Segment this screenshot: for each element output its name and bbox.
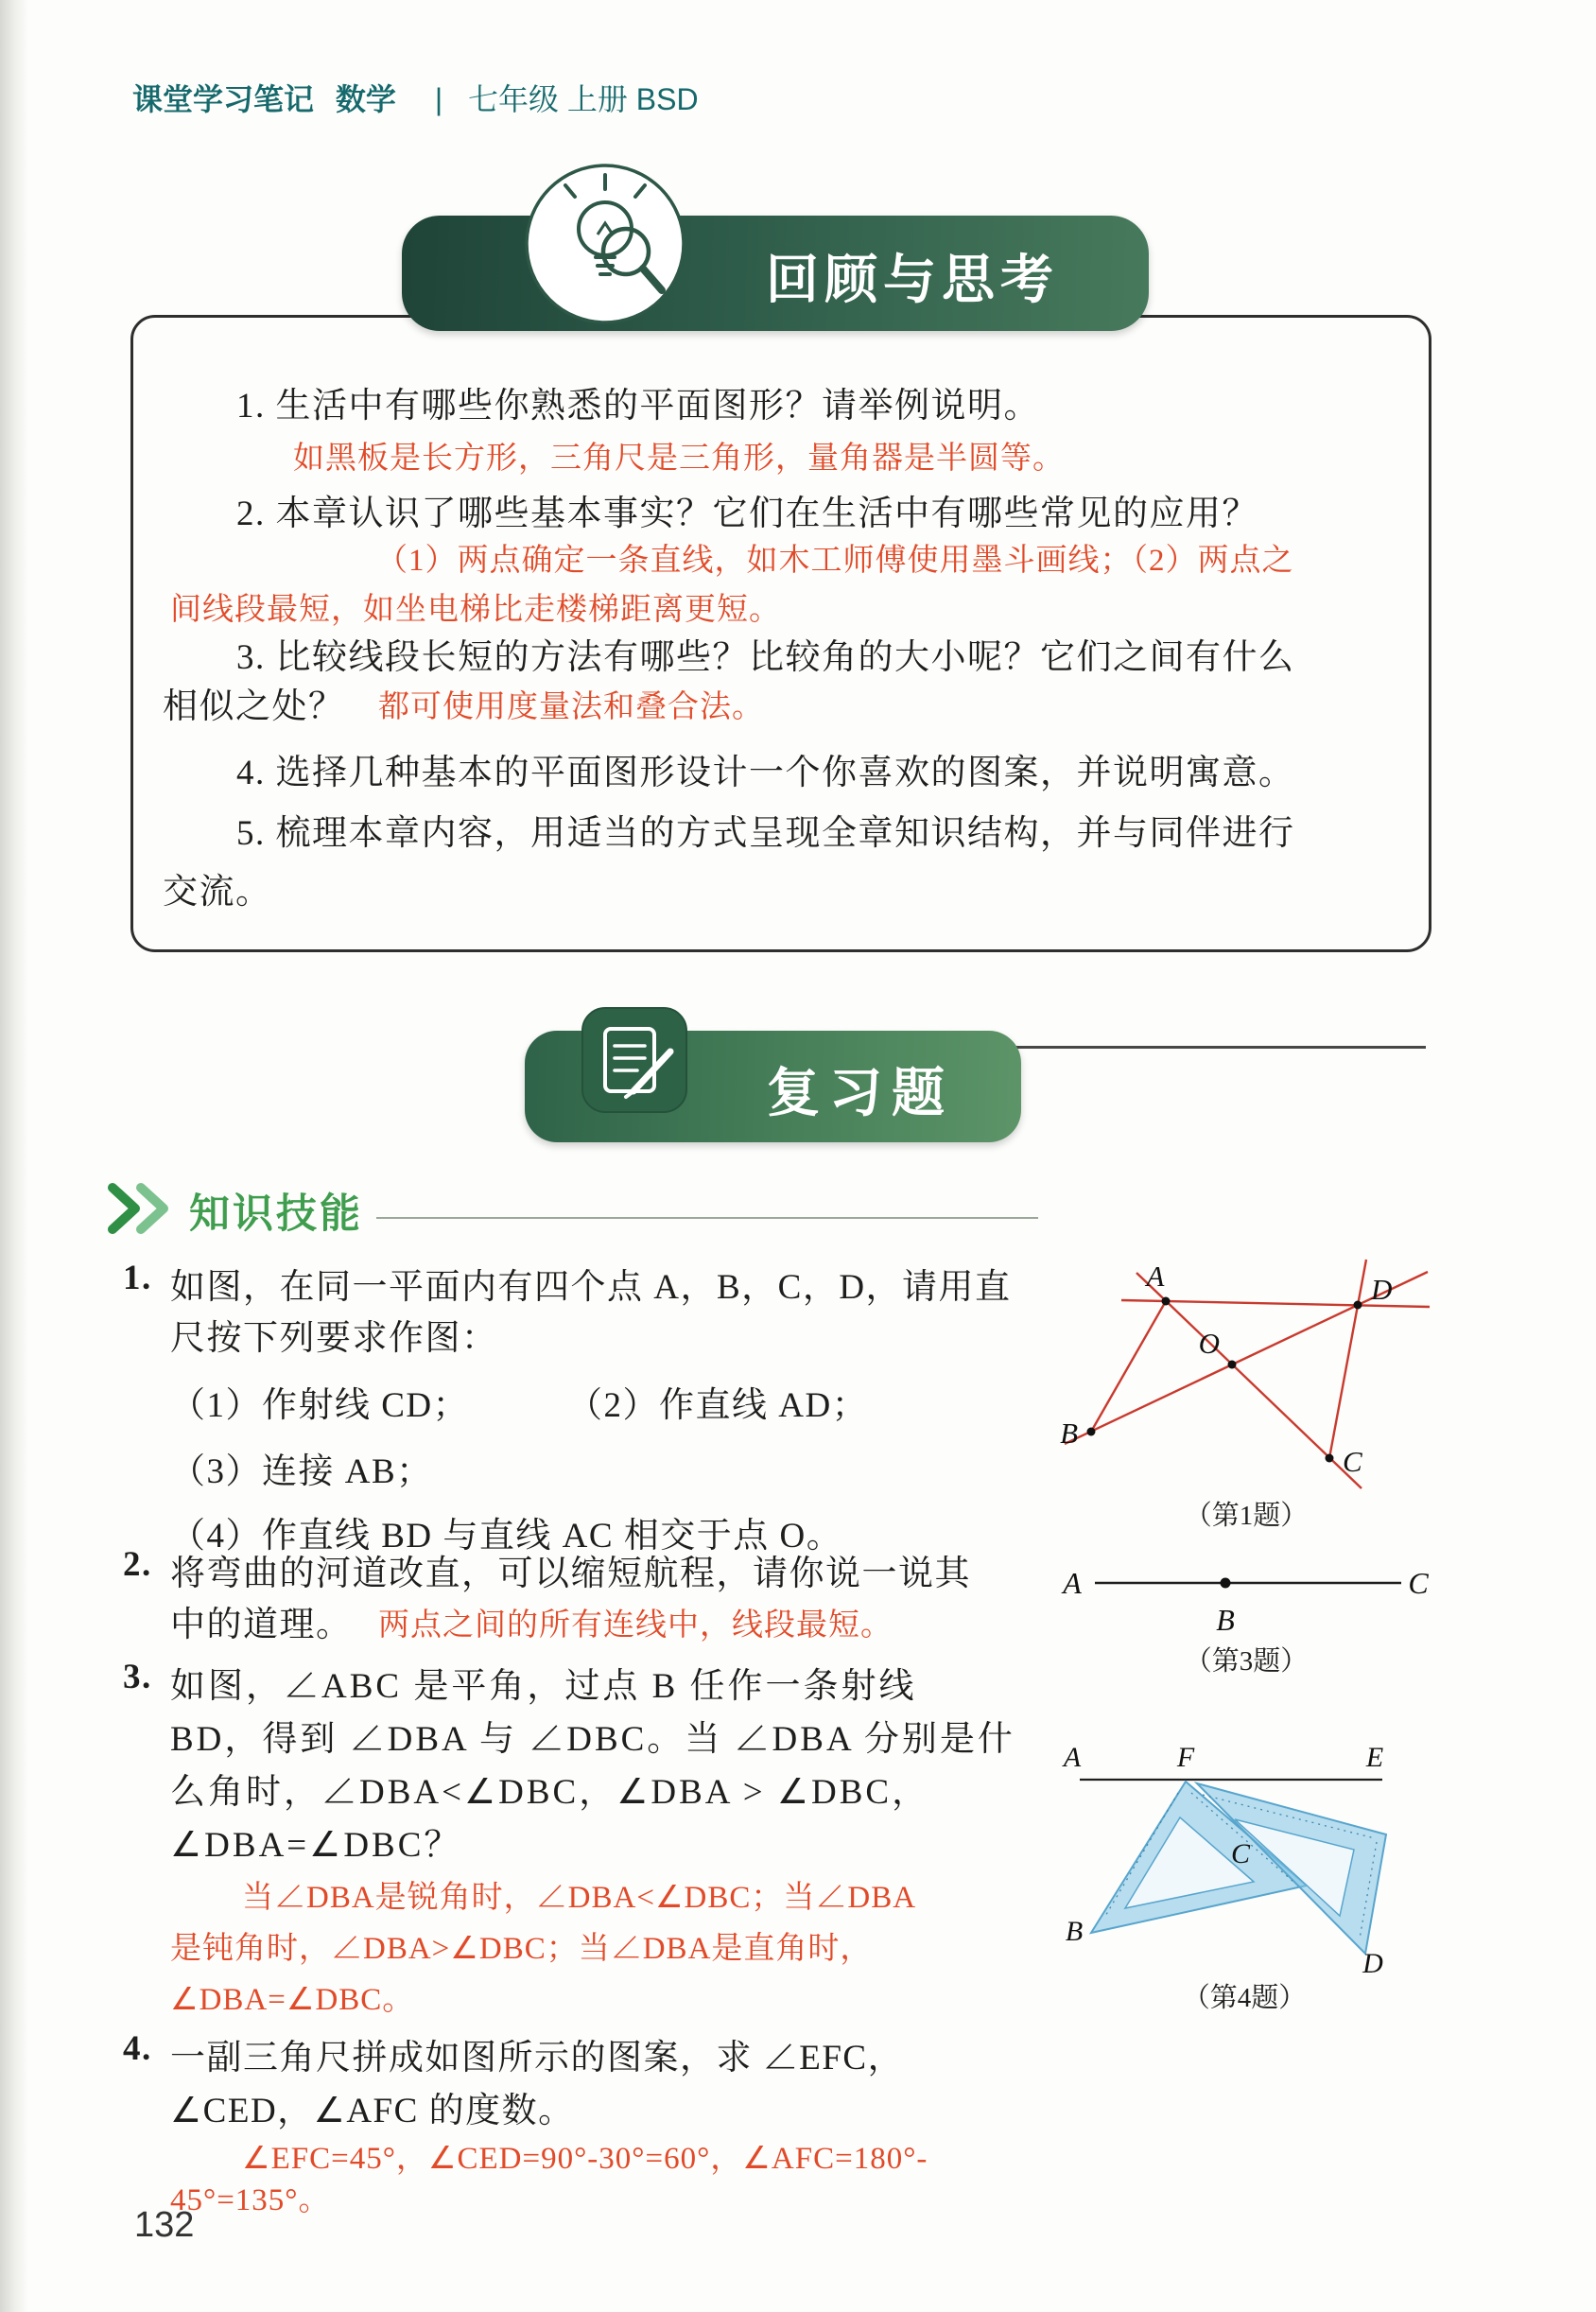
review-question-5-line2: 交流。	[163, 873, 272, 912]
problem1-line2: 尺按下列要求作图：	[170, 1319, 498, 1358]
fig4-label-e: E	[1365, 1742, 1384, 1773]
fig1-label-d: D	[1371, 1273, 1393, 1306]
question-number: 3.	[236, 638, 266, 677]
fig4-label-c: C	[1230, 1838, 1251, 1869]
problem3-number: 3.	[123, 1658, 152, 1696]
problem2-line2: 中的道理。	[170, 1606, 353, 1644]
section-title: 知识技能	[189, 1191, 363, 1237]
question-number: 2.	[236, 495, 266, 533]
fig4-label-a: A	[1063, 1742, 1082, 1773]
handwritten-answer-2-line1: （1）两点确定一条直线，如木工师傅使用墨斗画线；（2）两点之	[376, 544, 1294, 578]
handwritten-answer-p4-line2: 45°=135°。	[170, 2183, 331, 2217]
question-text: 生活中有哪些你熟悉的平面图形？请举例说明。	[275, 387, 1040, 426]
review-question-3-line2: 相似之处？	[163, 687, 345, 726]
fig3-label-b: B	[1216, 1603, 1235, 1637]
fig3-caption: （第3题）	[1184, 1646, 1309, 1677]
problem3-line3: 么角时，∠DBA<∠DBC，∠DBA > ∠DBC，	[170, 1773, 930, 1812]
problem2-number: 2.	[123, 1545, 152, 1584]
question-text: 梳理本章内容，用适当的方式呈现全章知识结构，并与同伴进行	[275, 814, 1295, 853]
question-text: 选择几种基本的平面图形设计一个你喜欢的图案，并说明寓意。	[275, 754, 1295, 792]
problem4-line1: 一副三角尺拼成如图所示的图案，求 ∠EFC，	[170, 2039, 905, 2077]
figure-problem3	[1057, 1539, 1433, 1681]
problem3-line1: 如图，∠ABC 是平角，过点 B 任作一条射线	[170, 1667, 917, 1706]
question-text: 本章认识了哪些基本事实？它们在生活中有哪些常见的应用？	[275, 495, 1258, 533]
section-rule	[376, 1217, 1038, 1219]
question-number: 4.	[236, 754, 266, 792]
problem2-line1: 将弯曲的河道改直，可以缩短航程，请你说一说其	[170, 1555, 971, 1593]
problem4-number: 4.	[123, 2029, 152, 2068]
fig4-label-d: D	[1362, 1948, 1383, 1979]
header-divider: |	[434, 82, 443, 116]
problem1-item1: （1）作射线 CD；	[170, 1386, 470, 1425]
problem3-line2: BD，得到 ∠DBA 与 ∠DBC。当 ∠DBA 分别是什	[170, 1720, 1015, 1759]
fig3-label-c: C	[1408, 1566, 1429, 1600]
problem1-line1: 如图，在同一平面内有四个点 A，B，C，D，请用直	[170, 1268, 1012, 1307]
handwritten-answer-p2: 两点之间的所有连线中，线段最短。	[378, 1608, 893, 1643]
bulb-magnifier-icon	[522, 161, 688, 327]
review-question-4	[236, 743, 1295, 794]
review-banner-title: 回顾与思考	[766, 250, 1059, 309]
review-question-1	[236, 376, 1040, 427]
page-number: 132	[134, 2205, 195, 2245]
fig1-label-a: A	[1146, 1260, 1165, 1293]
exercise-banner-title: 复习题	[767, 1063, 954, 1122]
fig4-label-b: B	[1065, 1916, 1084, 1947]
fig1-label-b: B	[1060, 1417, 1078, 1450]
fig4-label-f: F	[1176, 1742, 1195, 1773]
handwritten-answer-p3-line1: 当∠DBA是锐角时，∠DBA<∠DBC；当∠DBA	[242, 1881, 917, 1915]
problem4-line2: ∠CED，∠AFC 的度数。	[170, 2092, 575, 2130]
question-text: 比较线段长短的方法有哪些？比较角的大小呢？它们之间有什么	[275, 638, 1295, 677]
handwritten-answer-3: 都可使用度量法和叠合法。	[378, 690, 764, 724]
notebook-pencil-icon	[579, 1004, 690, 1116]
problem3-line4: ∠DBA=∠DBC？	[170, 1826, 462, 1865]
figure-problem4	[1051, 1742, 1437, 2014]
handwritten-answer-p3-line3: ∠DBA=∠DBC。	[170, 1983, 415, 2017]
fig4-caption: （第4题）	[1182, 1983, 1307, 2013]
figure-problem1	[1057, 1246, 1433, 1535]
header-subject: 数学	[335, 82, 396, 116]
question-number: 1.	[236, 387, 266, 426]
fig1-label-c: C	[1343, 1445, 1362, 1478]
review-question-3-line1	[236, 628, 1295, 679]
handwritten-answer-p4-line1: ∠EFC=45°，∠CED=90°-30°=60°，∠AFC=180°-	[242, 2142, 928, 2176]
question-number: 5.	[236, 814, 266, 853]
header-edition: 七年级 上册 BSD	[468, 82, 699, 116]
problem1-item3: （3）连接 AB；	[170, 1452, 433, 1491]
fig1-caption: （第1题）	[1184, 1501, 1309, 1531]
review-question-5-line1	[236, 804, 1295, 855]
fig3-label-a: A	[1063, 1566, 1082, 1600]
page-header	[132, 76, 699, 119]
handwritten-answer-p3-line2: 是钝角时，∠DBA>∠DBC；当∠DBA是直角时，	[170, 1932, 873, 1966]
fig1-label-o: O	[1198, 1327, 1220, 1360]
review-question-2	[236, 484, 1258, 535]
chevrons-icon	[106, 1182, 172, 1237]
problem1-item2: （2）作直线 AD；	[567, 1386, 869, 1425]
problem1-number: 1.	[123, 1259, 152, 1297]
banner-rule	[1016, 1046, 1426, 1049]
problem1-item4: （4）作直线 BD 与直线 AC 相交于点 O。	[170, 1517, 843, 1556]
handwritten-answer-2-line2: 间线段最短，如坐电梯比走楼梯距离更短。	[170, 593, 781, 627]
handwritten-answer-1: 如黑板是长方形，三角尺是三角形，量角器是半圆等。	[293, 442, 1065, 476]
page-edge-shadow	[0, 0, 28, 2312]
header-series: 课堂学习笔记	[132, 82, 315, 116]
